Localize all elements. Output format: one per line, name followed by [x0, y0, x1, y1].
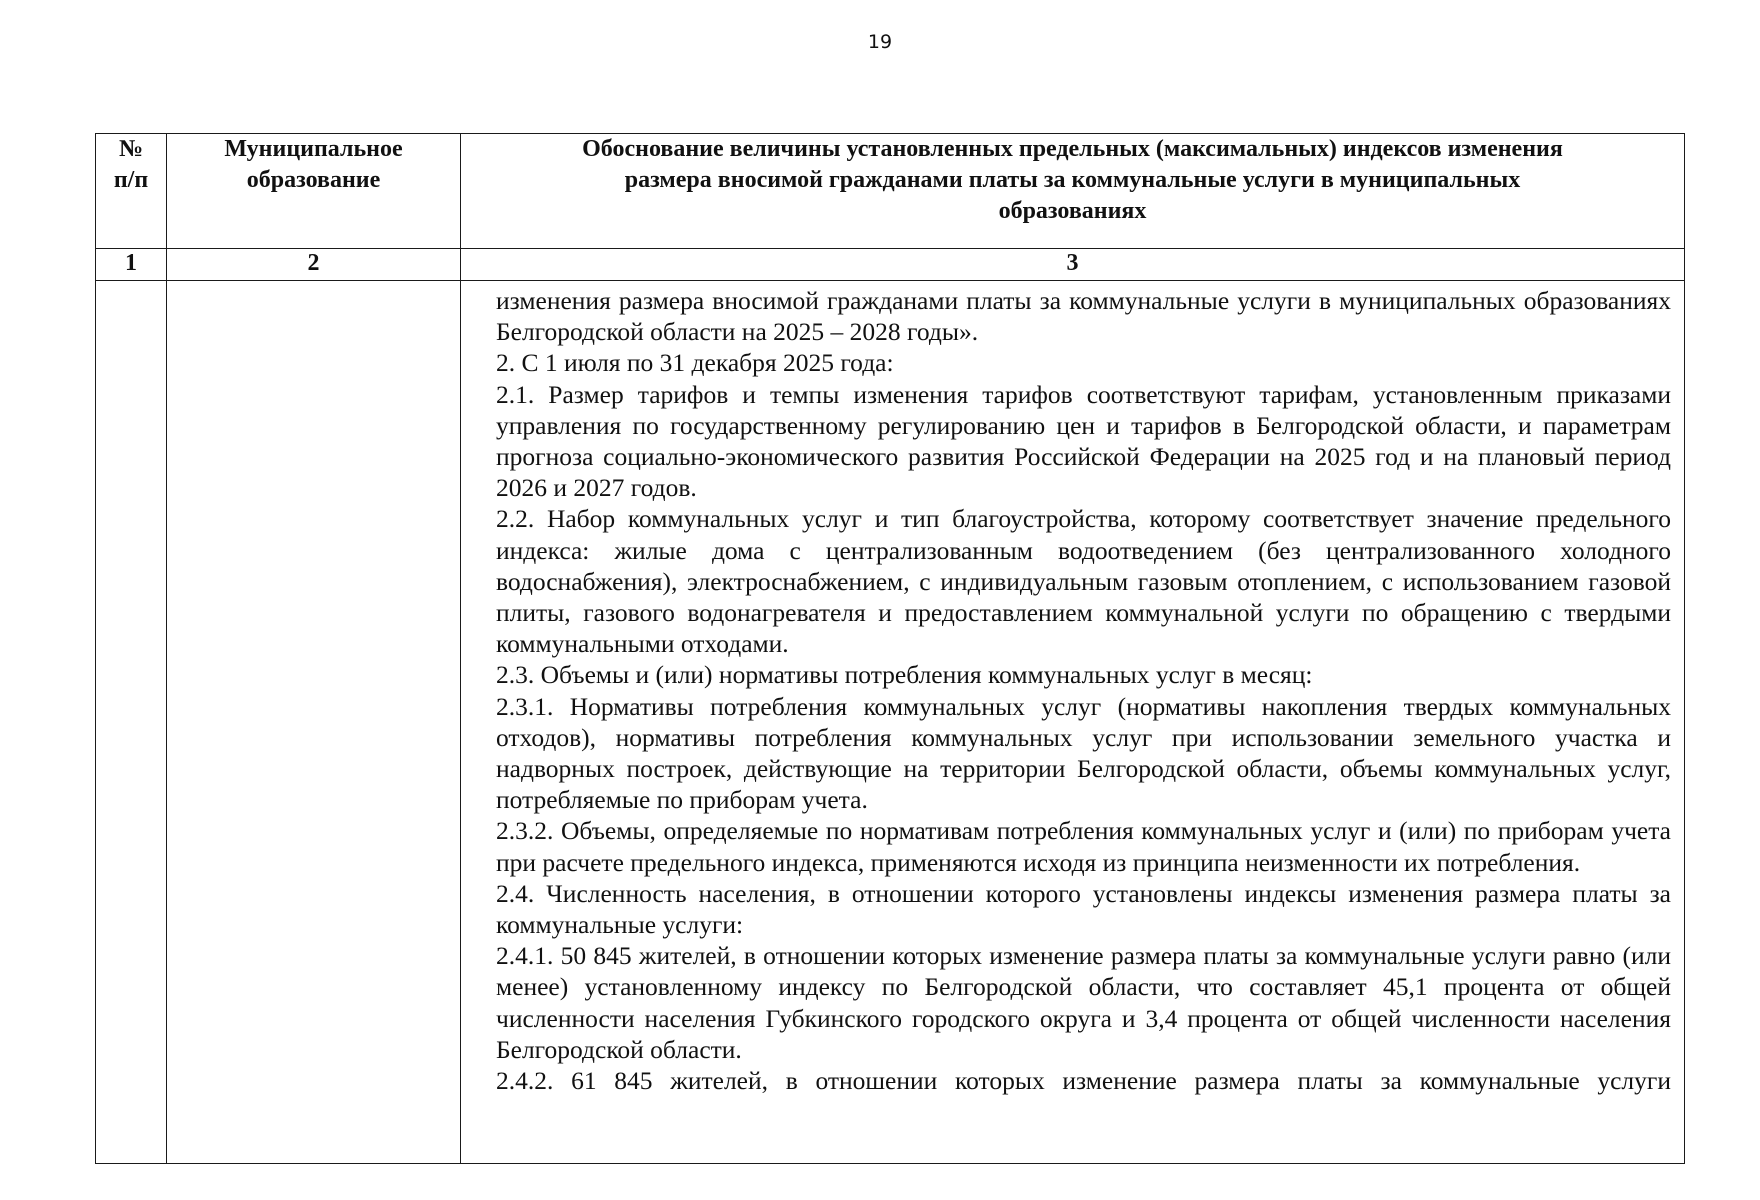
paragraph-2-3-2: 2.3.2. Объемы, определяемые по нормативам потребления коммунальных услуг и (или) по приборам учета при расчете предельного индекса, применяются исходя из принципа неизменности их потребления.: [496, 816, 1671, 877]
column-number-1: 1: [96, 249, 167, 281]
header-municipality: Муниципальное образование: [167, 134, 461, 249]
justification-table: [95, 133, 1685, 1164]
table-header-row: [96, 134, 1685, 249]
header-justification: Обоснование величины установленных предельных (максимальных) индексов изменения размера вносимой гражданами платы за коммунальные услуги в муниципальных образованиях: [461, 134, 1685, 249]
paragraph-2-2: 2.2. Набор коммунальных услуг и тип благоустройства, которому соответствует значение предельного индекса: жилые дома с централизованным водоотведением (без централизованного холодного водоснабжения), электроснабжением, с индивидуальным газовым отоплением, с использованием газовой плиты, газового водонагревателя и предоставлением коммунальной услуги по обращению с твердыми коммунальными отходами.: [496, 504, 1671, 659]
paragraph-2-3-1: 2.3.1. Нормативы потребления коммунальных услуг (нормативы накопления твердых коммунальных отходов), нормативы потребления коммунальных услуг при использовании земельного участка и надворных построек, действующие на территории Белгородской области, объемы коммунальных услуг, потребляемые по приборам учета.: [496, 691, 1671, 815]
table-row: [96, 281, 1685, 1164]
header-number: № п/п: [96, 134, 167, 249]
paragraph-2-4: 2.4. Численность населения, в отношении которого установлены индексы изменения размера платы за коммунальные услуги:: [496, 878, 1671, 940]
column-number-2: 2: [167, 249, 461, 281]
paragraph-2-3: 2.3. Объемы и (или) нормативы потребления коммунальных услуг в месяц:: [496, 660, 1313, 690]
row-number-cell: [96, 281, 167, 1164]
paragraph-continuation: изменения размера вносимой гражданами платы за коммунальные услуги в муниципальных образованиях Белгородской области на 2025 – 2028 годы».: [496, 286, 1671, 347]
paragraph-2-4-2: 2.4.2. 61 845 жителей, в отношении которых изменение размера платы за коммунальные услуги: [496, 1066, 1671, 1096]
paragraph-2-4-1: 2.4.1. 50 845 жителей, в отношении которых изменение размера платы за коммунальные услуги равно (или менее) установленному индексу по Белгородской области, что составляет 45,1 процента от общей численности населения Губкинского городского округа и 3,4 процента от общей численности населения Белгородской области.: [496, 941, 1671, 1064]
row-justification-cell: [461, 281, 1685, 1164]
paragraph-2-1: 2.1. Размер тарифов и темпы изменения тарифов соответствуют тарифам, установленным приказами управления по государственному регулированию цен и тарифов в Белгородской области, и параметрам прогноза социально-экономического развития Российской Федерации на 2025 год и на плановый период 2026 и 2027 годов.: [496, 379, 1671, 503]
row-municipality-cell: [167, 281, 461, 1164]
paragraph-2: 2. С 1 июля по 31 декабря 2025 года:: [496, 348, 894, 378]
page-number: 19: [867, 31, 893, 53]
column-number-3: 3: [461, 249, 1685, 281]
column-number-row: [96, 249, 1685, 281]
